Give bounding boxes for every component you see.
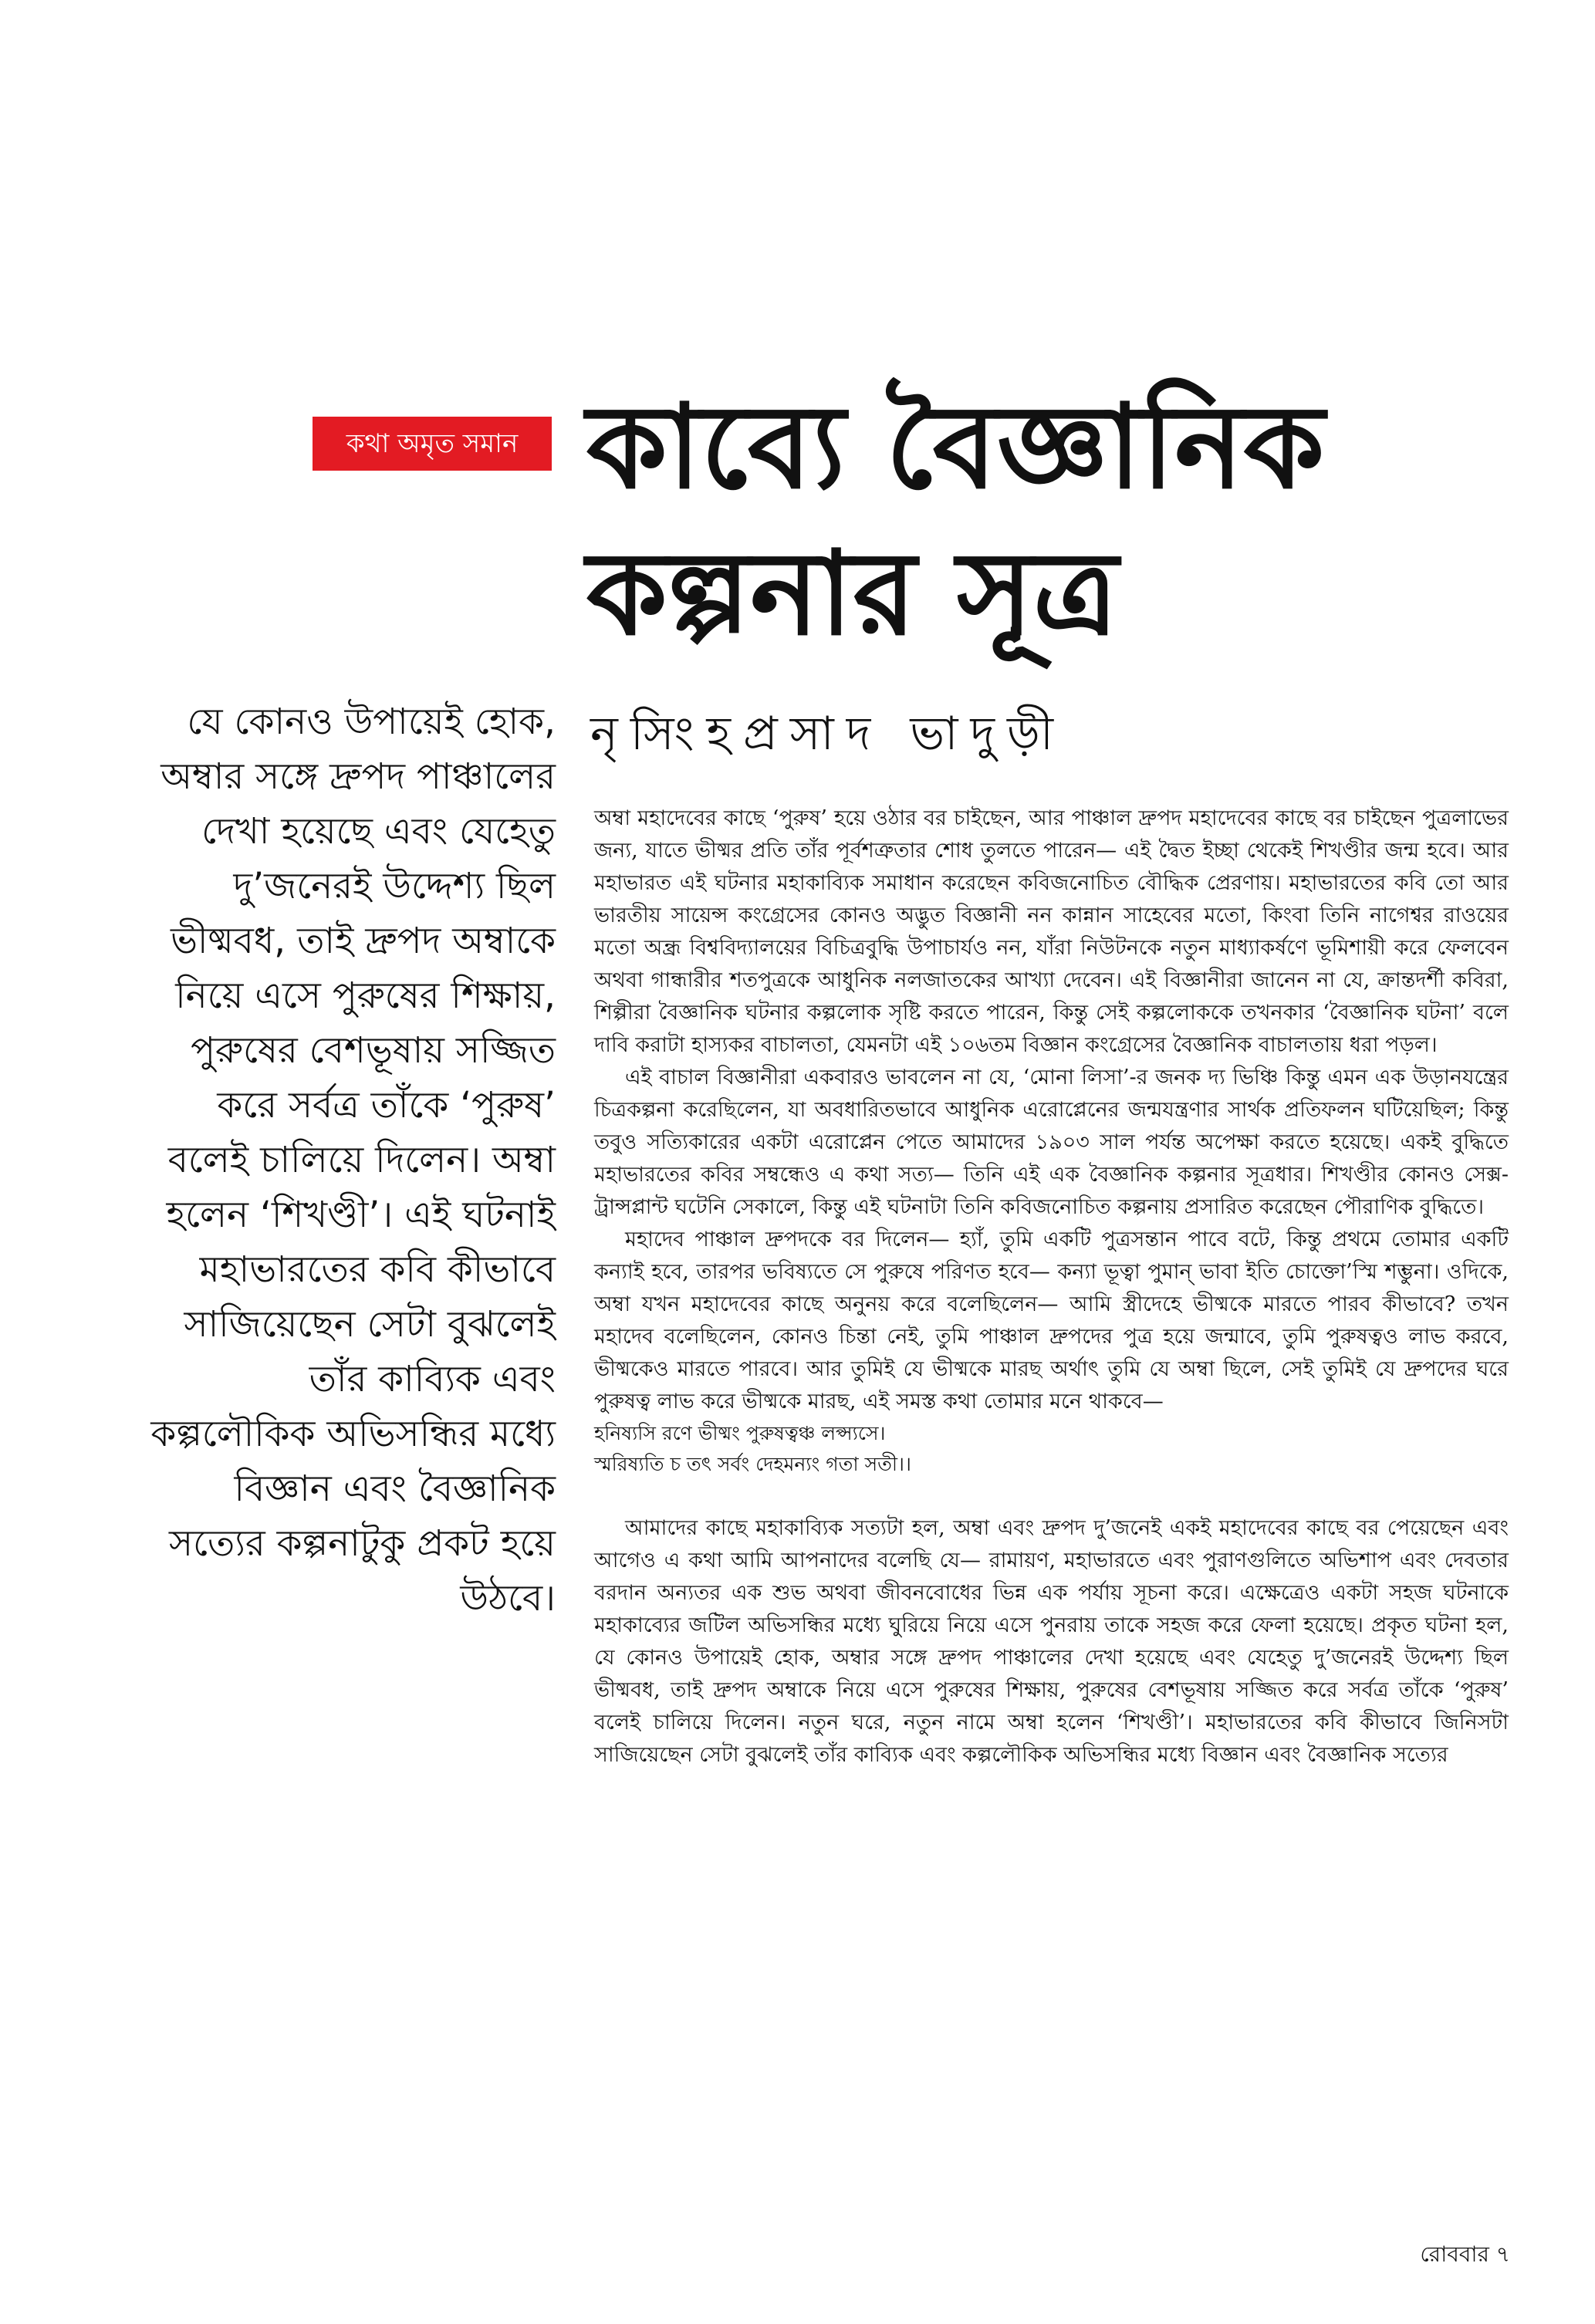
article-body (594, 802, 1509, 1772)
headline-line-1: কাব্যে বৈজ্ঞানিক (586, 380, 1325, 515)
headline-line-2: কল্পনার সূত্র (586, 527, 1119, 661)
page-footer: রোববার ৭ (1420, 2241, 1510, 2267)
paragraph-2: এই বাচাল বিজ্ঞানীরা একবারও ভাবলেন না যে, ‘মোনা লিসা’-র জনক দ্য ভিঞ্চি কিন্তু এমন এক উড়ানযন্ত্রের চিত্রকল্পনা করেছিলেন, যা অবধারিতভাবে আধুনিক এরোপ্লেনের জন্মযন্ত্রণার সার্থক প্রতিফলন ঘটিয়েছিল; কিন্তু তবুও সত্যিকারের একটা এরোপ্লেন পেতে আমাদের ১৯০৩ সাল পর্যন্ত অপেক্ষা করতে হয়েছে। একই বুদ্ধিতে মহাভারতের কবির সম্বন্ধেও এ কথা সত্য— তিনি এই এক বৈজ্ঞানিক কল্পনার সূত্রধার। শিখণ্ডীর কোনও সেক্স-ট্রান্সপ্লান্ট ঘটেনি সেকালে, কিন্তু এই ঘটনাটা তিনি কবিজনোচিত কল্পনায় প্রসারিত করেছেন পৌরাণিক বুদ্ধিতে। (594, 1066, 1509, 1219)
headline (586, 374, 1536, 667)
paragraph-1: অম্বা মহাদেবের কাছে ‘পুরুষ’ হয়ে ওঠার বর চাইছেন, আর পাঞ্চাল দ্রুপদ মহাদেবের কাছে বর চাইছেন পুত্রলাভের জন্য, যাতে ভীষ্মর প্রতি তাঁর পূর্বশত্রুতার শোধ তুলতে পারেন— এই দ্বৈত ইচ্ছা থেকেই শিখণ্ডীর জন্ম হবে। আর মহাভারত এই ঘটনার মহাকাব্যিক সমাধান করেছেন কবিজনোচিত বৌদ্ধিক প্রেরণায়। মহাভারতের কবি তো আর ভারতীয় সায়েন্স কংগ্রেসের কোনও অদ্ভুত বিজ্ঞানী নন কান্নান সাহেবের মতো, কিংবা তিনি নাগেশ্বর রাওয়ের মতো অন্ধ্র বিশ্ববিদ্যালয়ের বিচিত্রবুদ্ধি উপাচার্যও নন, যাঁরা নিউটনকে নতুন মাধ্যাকর্ষণে ভূমিশায়ী করে ফেলবেন অথবা গান্ধারীর শতপুত্রকে আধুনিক নলজাতকের আখ্যা দেবেন। এই বিজ্ঞানীরা জানেন না যে, ক্রান্তদর্শী কবিরা, শিল্পীরা বৈজ্ঞানিক ঘটনার কল্পলোক সৃষ্টি করতে পারেন, কিন্তু সেই কল্পলোককে তখনকার ‘বৈজ্ঞানিক ঘটনা’ বলে দাবি করাটা হাস্যকর বাচালতা, যেমনটা এই ১০৬তম বিজ্ঞান কংগ্রেসের বৈজ্ঞানিক বাচালতায় ধরা পড়ল। (594, 806, 1509, 1057)
sanskrit-verse (594, 1418, 1509, 1480)
author-name: নৃসিংহপ্রসাদ ভাদুড়ী (590, 707, 1066, 761)
pull-quote: যে কোনও উপায়েই হোক, অম্বার সঙ্গে দ্রুপদ পাঞ্চালের দেখা হয়েছে এবং যেহেতু দু’জনেরই উদ্দেশ্য ছিল ভীষ্মবধ, তাই দ্রুপদ অম্বাকে নিয়ে এসে পুরুষের শিক্ষায়, পুরুষের বেশভূষায় সজ্জিত করে সর্বত্র তাঁকে ‘পুরুষ’ বলেই চালিয়ে দিলেন। অম্বা হলেন ‘শিখণ্ডী’। এই ঘটনাই মহাভারতের কবি কীভাবে সাজিয়েছেন সেটা বুঝলেই তাঁর কাব্যিক এবং কল্পলৌকিক অভিসন্ধির মধ্যে বিজ্ঞান এবং বৈজ্ঞানিক সত্যের কল্পনাটুকু প্রকট হয়ে উঠবে। (150, 701, 556, 1620)
paragraph-4: আমাদের কাছে মহাকাব্যিক সত্যটা হল, অম্বা এবং দ্রুপদ দু’জনেই একই মহাদেবের কাছে বর পেয়েছেন এবং আগেও এ কথা আমি আপনাদের বলেছি যে— রামায়ণ, মহাভারতে এবং পুরাণগুলিতে অভিশাপ এবং দেবতার বরদান অন্যতর এক শুভ অথবা জীবনবোধের ভিন্ন এক পর্যায় সূচনা করে। এক্ষেত্রেও একটা সহজ ঘটনাকে মহাকাব্যের জটিল অভিসন্ধির মধ্যে ঘুরিয়ে নিয়ে এসে পুনরায় তাকে সহজ করে ফেলা হয়েছে। প্রকৃত ঘটনা হল, যে কোনও উপায়েই হোক, অম্বার সঙ্গে দ্রুপদ পাঞ্চালের দেখা হয়েছে এবং যেহেতু দু’জনেরই উদ্দেশ্য ছিল ভীষ্মবধ, তাই দ্রুপদ অম্বাকে নিয়ে এসে পুরুষের শিক্ষায়, পুরুষের বেশভূষায় সজ্জিত করে সর্বত্র তাঁকে ‘পুরুষ’ বলেই চালিয়ে দিলেন। নতুন ঘরে, নতুন নামে অম্বা হলেন ‘শিখণ্ডী’। মহাভারতের কবি কীভাবে জিনিসটা সাজিয়েছেন সেটা বুঝলেই তাঁর কাব্যিক এবং কল্পলৌকিক অভিসন্ধির মধ্যে বিজ্ঞান এবং বৈজ্ঞানিক সত্যের (594, 1516, 1509, 1767)
verse-line-2: স্মরিষ্যতি চ তৎ সর্বং দেহমন্যং গতা সতী।। (594, 1453, 911, 1475)
section-label: কথা অমৃত সমান (313, 417, 552, 471)
paragraph-3: মহাদেব পাঞ্চাল দ্রুপদকে বর দিলেন— হ্যাঁ, তুমি একটি পুত্রসন্তান পাবে বটে, কিন্তু প্রথমে তোমার একটি কন্যাই হবে, তারপর ভবিষ্যতে সে পুরুষে পরিণত হবে— কন্যা ভূত্বা পুমান্ ভাবা ইতি চোক্তো’স্মি শম্ভুনা। ওদিকে, অম্বা যখন মহাদেবের কাছে অনুনয় করে বলেছিলেন— আমি স্ত্রীদেহে ভীষ্মকে মারতে পারব কীভাবে? তখন মহাদেব বলেছিলেন, কোনও চিন্তা নেই, তুমি পাঞ্চাল দ্রুপদের পুত্র হয়ে জন্মাবে, তুমি পুরুষত্বও লাভ করবে, ভীষ্মকেও মারতে পারবে। আর তুমিই যে ভীষ্মকে মারছ অর্থাৎ তুমি যে অম্বা ছিলে, সেই তুমিই যে দ্রুপদের ঘরে পুরুষত্ব লাভ করে ভীষ্মকে মারছ, এই সমস্ত কথা তোমার মনে থাকবে— (594, 1228, 1509, 1414)
verse-line-1: হনিষ্যসি রণে ভীষ্মং পুরুষত্বঞ্চ লপ্স্যসে। (594, 1422, 886, 1444)
